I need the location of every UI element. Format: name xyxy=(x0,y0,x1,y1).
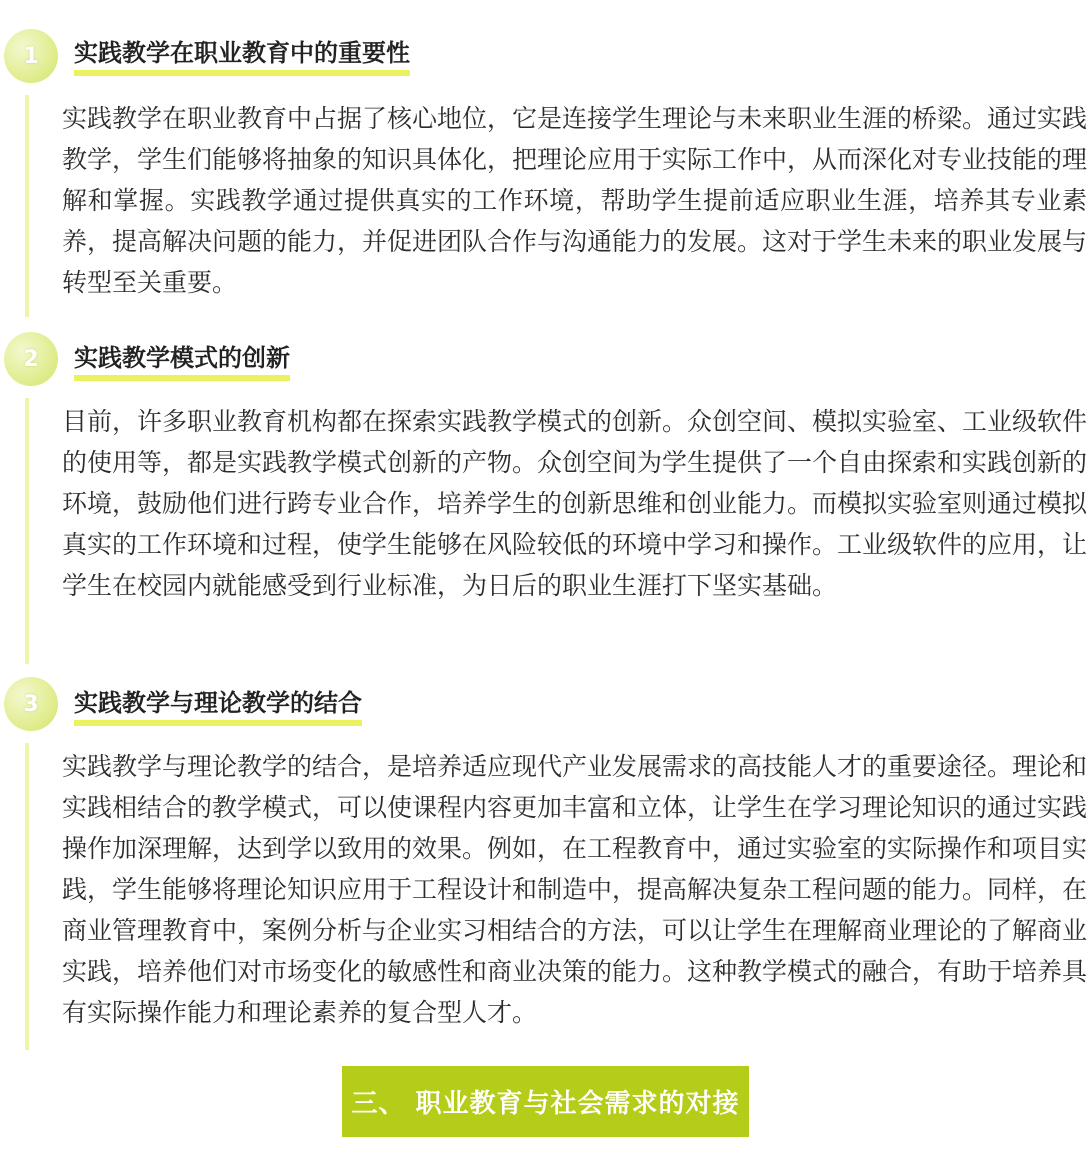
section-paragraph: 目前，许多职业教育机构都在探索实践教学模式的创新。众创空间、模拟实验室、工业级软件的使用等，都是实践教学模式创新的产物。众创空间为学生提供了一个自由探索和实践创新的环境，鼓励他们进行跨专业合作，培养学生的创新思维和创业能力。而模拟实验室则通过模拟真实的工作环境和过程，使学生能够在风险较低的环境中学习和操作。工业级软件的应用，让学生在校园内就能感受到行业标准，为日后的职业生涯打下坚实基础。 xyxy=(62,407,1088,600)
section-paragraph: 实践教学与理论教学的结合，是培养适应现代产业发展需求的高技能人才的重要途径。理论和实践相结合的教学模式，可以使课程内容更加丰富和立体，让学生在学习理论知识的通过实践操作加深理解，达到学以致用的效果。例如，在工程教育中，通过实验室的实际操作和项目实践，学生能够将理论知识应用于工程设计和制造中，提高解决复杂工程问题的能力。同样，在商业管理教育中，案例分析与企业实习相结合的方法，可以让学生在理解商业理论的了解商业实践，培养他们对市场变化的敏感性和商业决策的能力。这种教学模式的融合，有助于培养具有实际操作能力和理论素养的复合型人才。 xyxy=(62,752,1088,1027)
section-title: 实践教学模式的创新 xyxy=(74,343,290,381)
section-number-badge: 2 xyxy=(4,332,58,386)
section-side-bar xyxy=(25,95,29,317)
section-paragraph: 实践教学在职业教育中占据了核心地位，它是连接学生理论与未来职业生涯的桥梁。通过实践教学，学生们能够将抽象的知识具体化，把理论应用于实际工作中，从而深化对专业技能的理解和掌握。实践教学通过提供真实的工作环境，帮助学生提前适应职业生涯，培养其专业素养，提高解决问题的能力，并促进团队合作与沟通能力的发展。这对于学生未来的职业发展与转型至关重要。 xyxy=(62,104,1088,297)
section-title: 实践教学在职业教育中的重要性 xyxy=(74,38,410,76)
section-number-badge: 3 xyxy=(4,677,58,731)
section-title: 实践教学与理论教学的结合 xyxy=(74,688,362,726)
section-side-bar xyxy=(25,398,29,664)
next-chapter-banner: 三、 职业教育与社会需求的对接 xyxy=(342,1066,749,1137)
section-side-bar xyxy=(25,743,29,1050)
section-number-badge: 1 xyxy=(4,29,58,83)
